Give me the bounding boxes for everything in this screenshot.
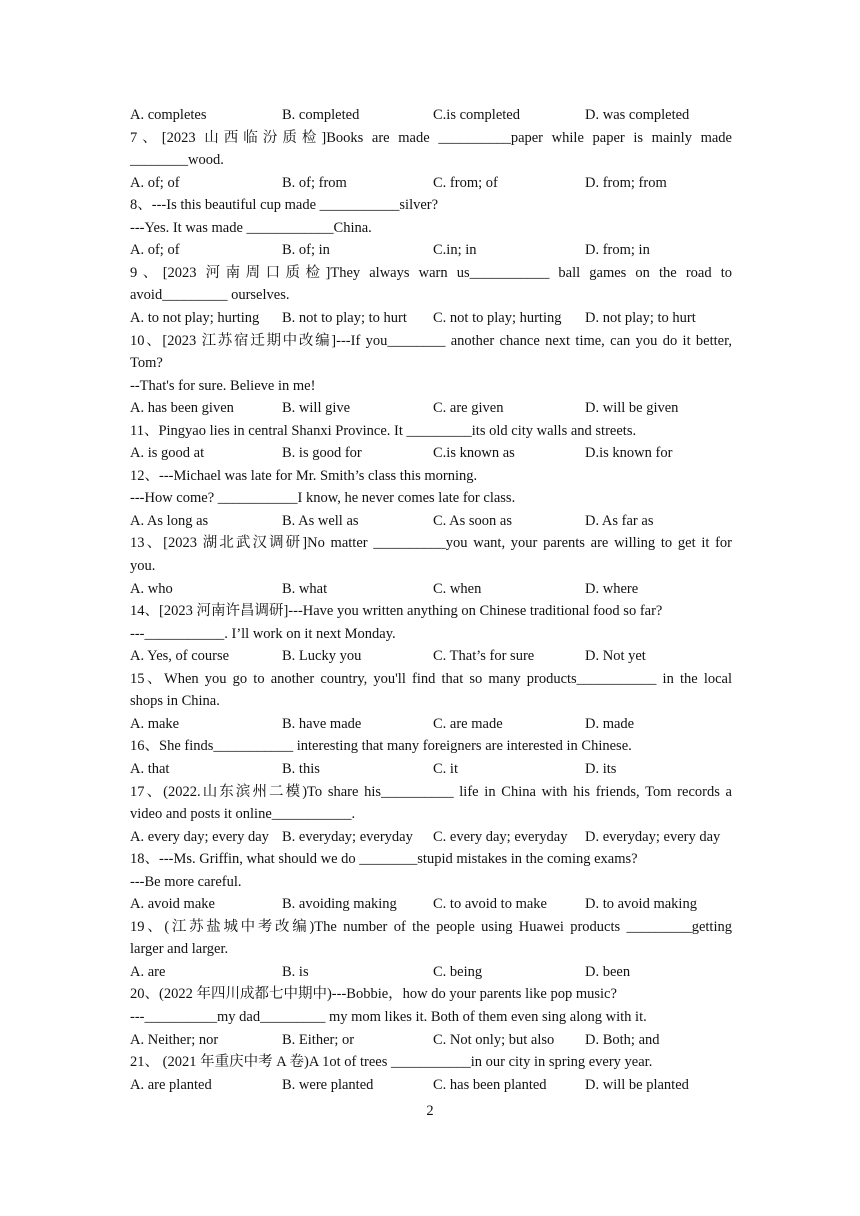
options-row [130, 239, 732, 262]
option-c: C. are made [433, 715, 503, 732]
option-c: C. to avoid to make [433, 896, 547, 913]
option-a: A. Yes, of course [130, 648, 230, 665]
option-c: C. Not only; but also [433, 1031, 555, 1048]
option-b: B. not to play; to hurt [282, 309, 407, 326]
option-c: C. from; of [433, 174, 498, 191]
option-b: B. of; from [282, 174, 347, 191]
question-text-line: 10、[2023 江苏宿迁期中改编]---If you________ another chance next time, can you do it better, [130, 332, 732, 349]
option-a: A. is good at [130, 445, 205, 462]
option-b: B. is good for [282, 445, 362, 462]
option-c: C. not to play; hurting [433, 309, 562, 326]
question-text-line: ---How come? ___________I know, he never comes late for class. [130, 490, 516, 507]
option-d: D. from; in [585, 242, 650, 259]
question-text-line: 8、---Is this beautiful cup made ___________silver? [130, 197, 439, 214]
options-row [130, 104, 732, 127]
option-b: B. completed [282, 107, 360, 123]
option-d: D. been [585, 963, 631, 980]
option-b: B. is [282, 963, 309, 980]
option-c: C. are given [433, 400, 504, 417]
question-text-line: 18、---Ms. Griffin, what should we do ________stupid mistakes in the coming exams? [130, 851, 638, 868]
question-text-line: ---Yes. It was made ____________China. [130, 219, 372, 236]
option-b: B. of; in [282, 242, 330, 259]
question-text-line: ---Be more careful. [130, 873, 242, 890]
question-text-line: 19、(江苏盐城中考改编)The number of the people using Huawei products _________getting [130, 918, 732, 935]
option-d: D. will be planted [585, 1076, 689, 1093]
option-d: D. everyday; every day [585, 828, 721, 845]
question-text-line: larger and larger. [130, 941, 229, 958]
question-text-line: 16、She finds___________ interesting that many foreigners are interested in Chinese. [130, 738, 632, 755]
question-text-line: 7、[2023 山西临汾质检]Books are made __________paper while paper is mainly made [130, 129, 732, 146]
options-row [130, 893, 732, 916]
option-b: B. this [282, 760, 320, 777]
option-d: D. Both; and [585, 1031, 660, 1048]
option-d: D. its [585, 760, 617, 777]
option-c: C.in; in [433, 242, 477, 259]
question-text-line: Tom? [130, 355, 163, 372]
option-d: D. will be given [585, 400, 679, 417]
option-a: A. every day; every day [130, 828, 269, 845]
option-c: C. every day; everyday [433, 828, 568, 845]
option-d: D. made [585, 715, 635, 732]
option-b: B. Lucky you [282, 648, 362, 665]
option-c: C.is known as [433, 445, 515, 462]
page-number: 2 [426, 1103, 434, 1119]
option-a: A. of; of [130, 242, 180, 259]
option-a: A. has been given [130, 400, 234, 417]
question-text-line: you. [130, 558, 156, 574]
option-d: D.is known for [585, 445, 673, 462]
options-row [130, 1029, 732, 1052]
option-a: A. avoid make [130, 896, 215, 913]
options-row [130, 758, 732, 781]
option-b: B. have made [282, 715, 362, 732]
options-row [130, 578, 732, 601]
question-text-line: shops in China. [130, 693, 220, 710]
question-text-line: ________wood. [130, 152, 224, 169]
option-a: A. are planted [130, 1076, 212, 1093]
option-a: A. that [130, 760, 170, 777]
option-b: B. what [282, 580, 328, 597]
question-text-line: video and posts it online___________. [130, 806, 356, 823]
options-row [130, 172, 732, 195]
option-b: B. avoiding making [282, 896, 397, 913]
option-d: D. Not yet [585, 648, 646, 665]
options-row [130, 397, 732, 420]
option-c: C. has been planted [433, 1076, 547, 1093]
option-d: D. where [585, 580, 639, 597]
question-text-line: --That's for sure. Believe in me! [130, 377, 316, 394]
option-c: C. That’s for sure [433, 648, 535, 665]
options-row [130, 307, 732, 330]
question-text-line: 15、When you go to another country, you'll find that so many products___________ in the local [130, 670, 732, 687]
option-a: A. who [130, 580, 173, 597]
option-b: B. were planted [282, 1076, 374, 1093]
option-d: D. to avoid making [585, 896, 697, 913]
question-text-line: 14、[2023 河南许昌调研]---Have you written anything on Chinese traditional food so far? [130, 603, 663, 620]
option-c: C. being [433, 963, 483, 980]
options-row [130, 442, 732, 465]
option-a: A. As long as [130, 512, 209, 529]
option-a: A. of; of [130, 174, 180, 191]
option-d: D. As far as [585, 512, 654, 529]
question-text-line: ---__________my dad_________ my mom likes it. Both of them even sing along with it. [130, 1009, 647, 1025]
option-b: B. Either; or [282, 1031, 355, 1048]
option-d: D. from; from [585, 174, 667, 191]
question-text-line: ---___________. I’ll work on it next Monday. [130, 625, 396, 642]
question-text-line: 21、 (2021 年重庆中考 A 卷)A 1ot of trees ___________in our city in spring every year. [130, 1054, 653, 1071]
option-d: D. was completed [585, 107, 690, 123]
option-a: A. make [130, 715, 180, 732]
options-row [130, 961, 732, 984]
option-d: D. not play; to hurt [585, 309, 696, 326]
options-row [130, 1074, 732, 1097]
option-b: B. everyday; everyday [282, 828, 413, 845]
option-a: A. to not play; hurting [130, 309, 260, 326]
question-text-line: 20、(2022 年四川成都七中期中)---Bobbie，how do your parents like pop music? [130, 986, 617, 1003]
question-text-line: 17、(2022.山东滨州二模)To share his__________ life in China with his friends, Tom records a [130, 783, 732, 800]
question-text-line: 13、[2023 湖北武汉调研]No matter __________you want, your parents are willing to get it for [130, 535, 732, 552]
option-a: A. Neither; nor [130, 1031, 219, 1048]
question-text-line: 11、Pingyao lies in central Shanxi Province. It _________its old city walls and streets. [130, 422, 637, 439]
options-row [130, 645, 732, 668]
option-c: C. As soon as [433, 512, 512, 529]
option-c: C.is completed [433, 107, 520, 123]
options-row [130, 510, 732, 533]
option-a: A. completes [130, 107, 207, 123]
question-text-line: avoid_________ ourselves. [130, 287, 290, 304]
option-b: B. As well as [282, 512, 359, 529]
question-text-line: 9、[2023 河南周口质检]They always warn us___________ ball games on the road to [130, 264, 732, 281]
options-row [130, 826, 732, 849]
option-b: B. will give [282, 400, 351, 417]
question-text-line: 12、---Michael was late for Mr. Smith’s class this morning. [130, 467, 478, 484]
option-c: C. it [433, 760, 458, 777]
option-c: C. when [433, 580, 482, 597]
options-row [130, 713, 732, 736]
option-a: A. are [130, 963, 166, 980]
